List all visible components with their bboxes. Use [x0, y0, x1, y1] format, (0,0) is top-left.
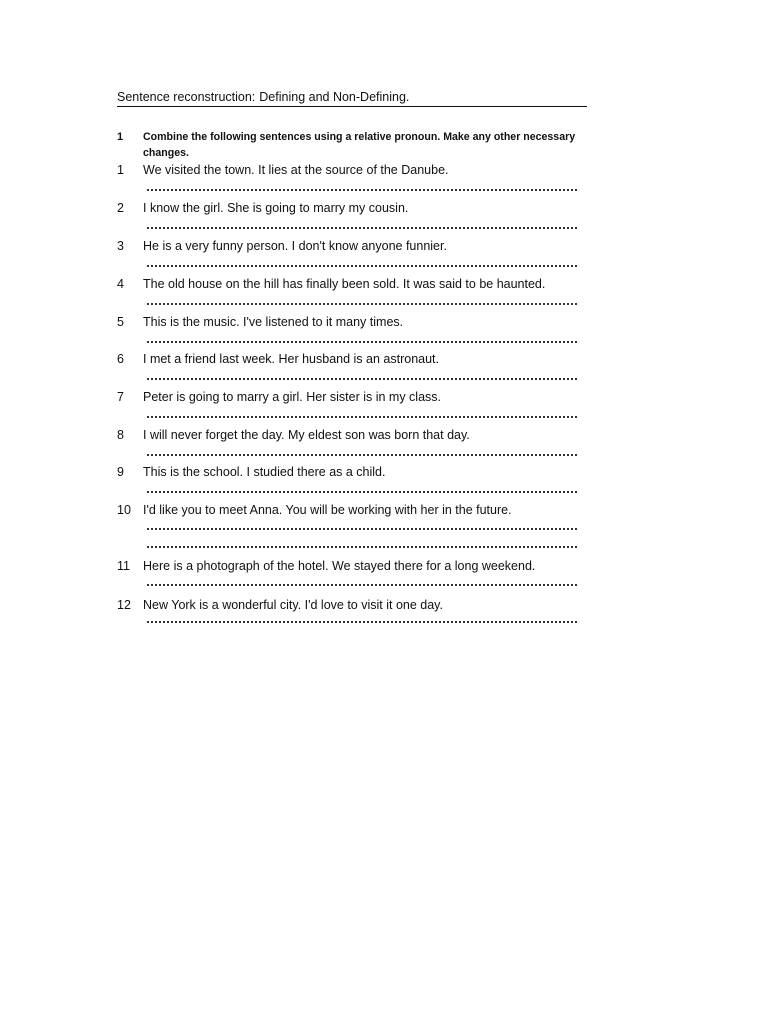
exercise-item: [117, 277, 597, 315]
item-number: 11: [117, 559, 130, 573]
item-text: The old house on the hill has finally been sold. It was said to be haunted.: [143, 277, 546, 291]
answer-line[interactable]: [147, 341, 577, 343]
item-text: Here is a photograph of the hotel. We stayed there for a long weekend.: [143, 559, 536, 573]
item-number: 12: [117, 598, 131, 612]
item-number: 4: [117, 277, 124, 291]
exercise-item: [117, 428, 597, 465]
item-number: 7: [117, 390, 124, 404]
answer-line[interactable]: [147, 546, 577, 548]
title-main: Defining and Non-Defining.: [259, 90, 410, 104]
exercise-item: [117, 201, 597, 239]
item-text: I met a friend last week. Her husband is an astronaut.: [143, 352, 439, 366]
item-number: 6: [117, 352, 124, 366]
answer-line[interactable]: [147, 227, 577, 229]
item-text: I will never forget the day. My eldest son was born that day.: [143, 428, 470, 442]
answer-line[interactable]: [147, 491, 577, 493]
exercise-item: [117, 239, 597, 277]
item-text: I'd like you to meet Anna. You will be working with her in the future.: [143, 503, 512, 517]
item-number: 8: [117, 428, 124, 442]
exercise-item: [117, 315, 597, 352]
exercise-item: [117, 503, 597, 559]
item-text: New York is a wonderful city. I'd love to visit it one day.: [143, 598, 443, 612]
answer-line[interactable]: [147, 584, 577, 586]
answer-line[interactable]: [147, 265, 577, 267]
answer-line[interactable]: [147, 454, 577, 456]
item-text: We visited the town. It lies at the source of the Danube.: [143, 163, 449, 177]
exercise-item: [117, 390, 597, 428]
item-number: 10: [117, 503, 131, 517]
answer-line[interactable]: [147, 621, 577, 623]
exercise-item: [117, 559, 597, 598]
instruction-number: 1: [117, 131, 124, 143]
item-number: 9: [117, 465, 124, 479]
item-text: Peter is going to marry a girl. Her sister is in my class.: [143, 390, 441, 404]
exercise-item: [117, 163, 597, 201]
exercise-list: [117, 163, 597, 636]
worksheet-title: [117, 90, 587, 107]
exercise-item: [117, 352, 597, 390]
exercise-item: [117, 598, 597, 636]
answer-line[interactable]: [147, 378, 577, 380]
item-text: He is a very funny person. I don't know anyone funnier.: [143, 239, 447, 253]
item-text: This is the school. I studied there as a child.: [143, 465, 386, 479]
answer-line[interactable]: [147, 416, 577, 418]
exercise-item: [117, 465, 597, 503]
item-text: I know the girl. She is going to marry my cousin.: [143, 201, 409, 215]
answer-line[interactable]: [147, 189, 577, 191]
instruction-text: Combine the following sentences using a relative pronoun. Make any other necessary changes.: [143, 131, 576, 159]
item-number: 1: [117, 163, 124, 177]
item-number: 3: [117, 239, 124, 253]
item-text: This is the music. I've listened to it many times.: [143, 315, 404, 329]
item-number: 5: [117, 315, 124, 329]
item-number: 2: [117, 201, 124, 215]
title-prefix: Sentence reconstruction:: [117, 90, 256, 104]
answer-line[interactable]: [147, 528, 577, 530]
answer-line[interactable]: [147, 303, 577, 305]
